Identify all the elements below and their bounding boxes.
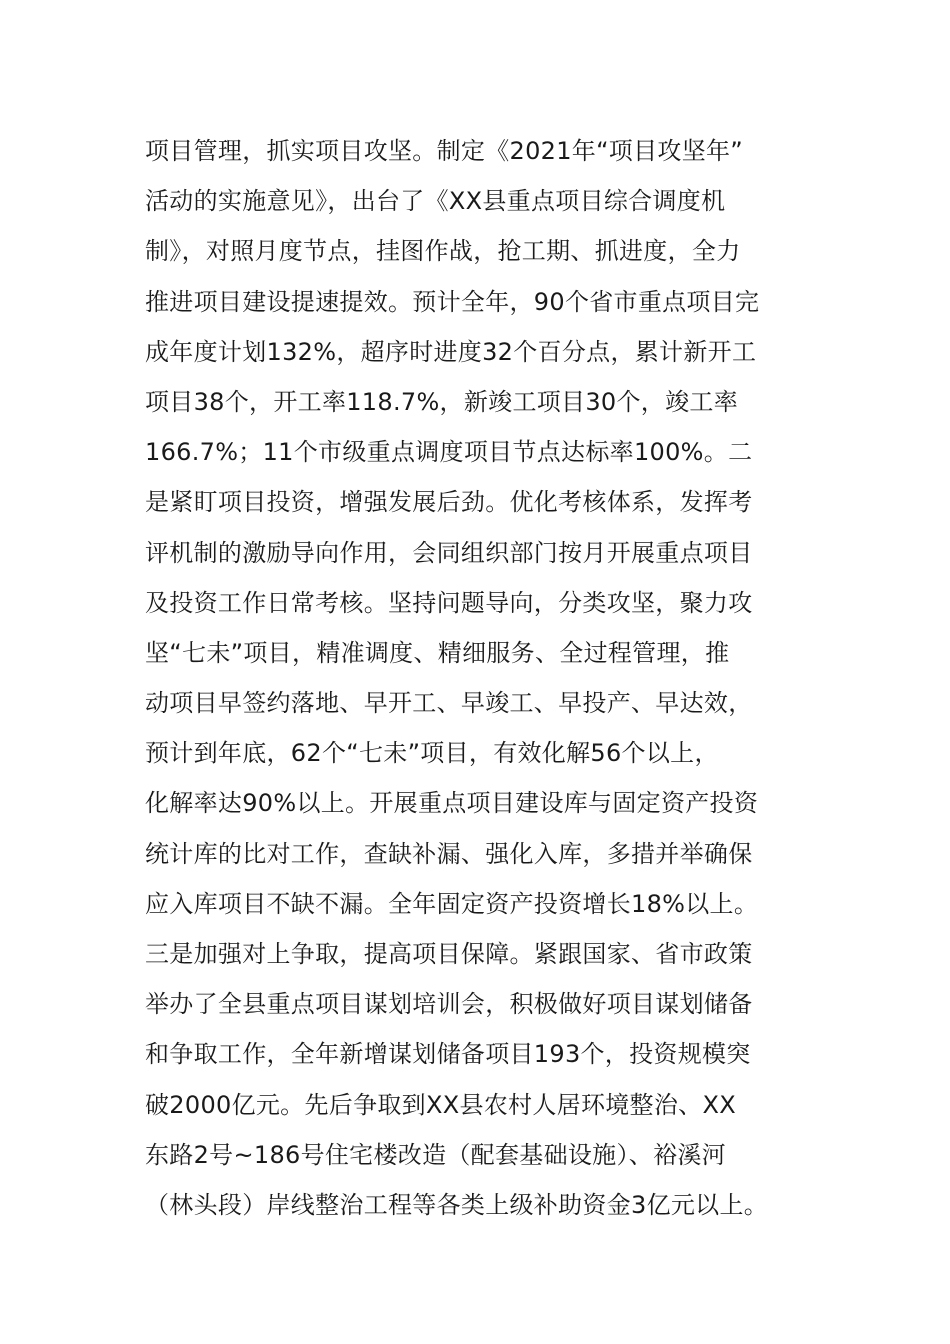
- text-line: 评机制的激励导向作用，会同组织部门按月开展重点项目: [145, 538, 753, 567]
- text-line: 活动的实施意见》，出台了《XX县重点项目综合调度机: [145, 187, 726, 216]
- text-line: 三是加强对上争取，提高项目保障。紧跟国家、省市政策: [145, 940, 753, 968]
- text-line: 成年度计划132%，超序时进度32个百分点，累计新开工: [145, 337, 757, 366]
- text-line: 和争取工作，全年新增谋划储备项目193个，投资规模突: [145, 1040, 751, 1069]
- text-line: 化解率达90%以上。开展重点项目建设库与固定资产投资: [145, 789, 759, 818]
- text-line: 项目38个，开工率118.7%，新竣工项目30个，竣工率: [145, 387, 738, 416]
- text-line: 破2000亿元。先后争取到XX县农村人居环境整治、XX: [145, 1090, 736, 1119]
- text-line: 东路2号~186号住宅楼改造（配套基础设施）、裕溪河: [145, 1140, 726, 1169]
- text-line: 是紧盯项目投资，增强发展后劲。优化考核体系，发挥考: [145, 488, 753, 517]
- text-line: （林头段）岸线整治工程等各类上级补助资金3亿元以上。: [145, 1190, 769, 1219]
- text-line: 预计到年底，62个“七未”项目，有效化解56个以上，: [145, 739, 719, 768]
- text-line: 制》，对照月度节点，挂图作战，抢工期、抓进度，全力: [145, 237, 741, 266]
- body-text: [145, 126, 845, 1230]
- text-line: 及投资工作日常考核。坚持问题导向，分类攻坚，聚力攻: [145, 588, 753, 617]
- text-line: 动项目早签约落地、早开工、早竣工、早投产、早达效，: [145, 689, 753, 718]
- text-line: 项目管理，抓实项目攻坚。制定《2021年“项目攻坚年”: [145, 137, 744, 165]
- text-line: 统计库的比对工作，查缺补漏、强化入库，多措并举确保: [145, 839, 753, 868]
- text-line: 应入库项目不缺不漏。全年固定资产投资增长18%以上。: [145, 889, 759, 918]
- text-line: 坚“七未”项目，精准调度、精细服务、全过程管理，推: [145, 638, 730, 667]
- text-line: 举办了全县重点项目谋划培训会，积极做好项目谋划储备: [145, 990, 753, 1019]
- text-line: 166.7%；11个市级重点调度项目节点达标率100%。二: [145, 438, 753, 467]
- text-line: 推进项目建设提速提效。预计全年，90个省市重点项目完: [145, 287, 760, 316]
